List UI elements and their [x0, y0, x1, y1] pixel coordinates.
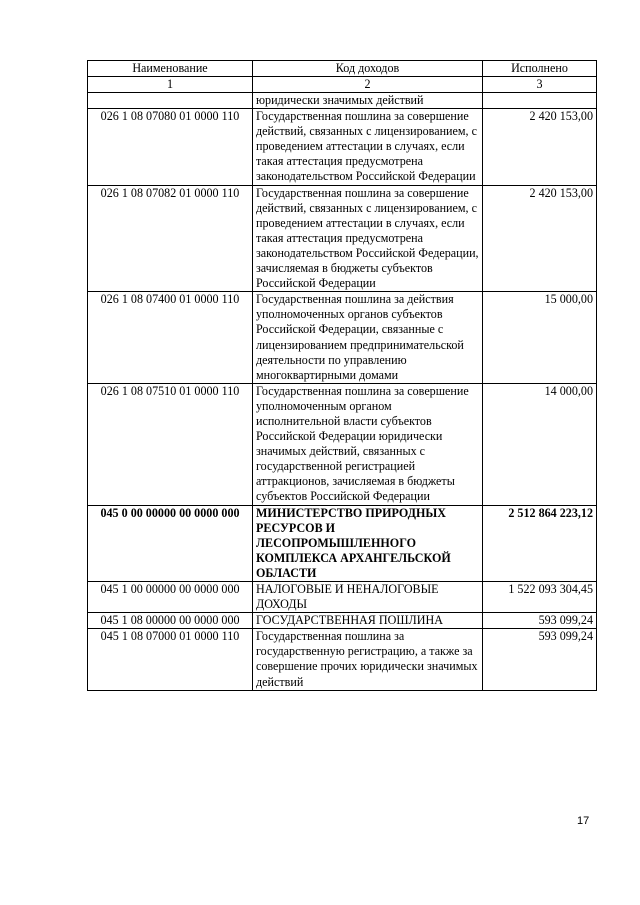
row-code-cell: 026 1 08 07510 01 0000 110 [88, 383, 253, 505]
row-amount-cell: 2 512 864 223,12 [483, 505, 597, 581]
revenue-table [87, 60, 597, 691]
row-amount-cell [483, 93, 597, 109]
row-name-cell: Государственная пошлина за совершение действий, связанных с лицензированием, с проведением аттестации в случаях, если такая аттестация предусмотрена законодательством Российской Федерации, зачисляемая в бюджеты субъектов Российской Федерации [253, 185, 483, 292]
column-number-2: 2 [253, 77, 483, 93]
row-name-cell: юридически значимых действий [253, 93, 483, 109]
table-row [88, 629, 597, 690]
row-code-cell: 026 1 08 07400 01 0000 110 [88, 292, 253, 384]
table-row [88, 613, 597, 629]
table-row [88, 292, 597, 384]
row-amount-cell: 15 000,00 [483, 292, 597, 384]
table-row [88, 505, 597, 581]
row-amount-cell: 1 522 093 304,45 [483, 582, 597, 613]
row-amount-cell: 2 420 153,00 [483, 109, 597, 185]
table-row [88, 109, 597, 185]
row-name-cell: ГОСУДАРСТВЕННАЯ ПОШЛИНА [253, 613, 483, 629]
row-name-cell: Государственная пошлина за совершение уполномоченным органом исполнительной власти субъектов Российской Федерации юридически значимых действий, связанных с государственной регистрацией аттракционов, зачисляемая в бюджеты субъектов Российской Федерации [253, 383, 483, 505]
column-number-row [88, 77, 597, 93]
column-header-name: Наименование [88, 61, 253, 77]
row-name-cell: Государственная пошлина за государственную регистрацию, а также за совершение прочих юридически значимых действий [253, 629, 483, 690]
table-header-row [88, 61, 597, 77]
row-code-cell: 026 1 08 07080 01 0000 110 [88, 109, 253, 185]
row-amount-cell: 14 000,00 [483, 383, 597, 505]
row-code-cell [88, 93, 253, 109]
row-name-cell: Государственная пошлина за действия уполномоченных органов субъектов Российской Федерации, связанные с лицензированием предпринимательской деятельности по управлению многоквартирными домами [253, 292, 483, 384]
row-amount-cell: 2 420 153,00 [483, 185, 597, 292]
row-name-cell: МИНИСТЕРСТВО ПРИРОДНЫХ РЕСУРСОВ И ЛЕСОПРОМЫШЛЕННОГО КОМПЛЕКСА АРХАНГЕЛЬСКОЙ ОБЛАСТИ [253, 505, 483, 581]
row-code-cell: 045 1 08 00000 00 0000 000 [88, 613, 253, 629]
row-code-cell: 045 1 00 00000 00 0000 000 [88, 582, 253, 613]
column-number-3: 3 [483, 77, 597, 93]
column-header-executed: Исполнено [483, 61, 597, 77]
table-row [88, 383, 597, 505]
column-header-code: Код доходов [253, 61, 483, 77]
row-amount-cell: 593 099,24 [483, 613, 597, 629]
table-row [88, 185, 597, 292]
row-name-cell: НАЛОГОВЫЕ И НЕНАЛОГОВЫЕ ДОХОДЫ [253, 582, 483, 613]
row-code-cell: 045 0 00 00000 00 0000 000 [88, 505, 253, 581]
row-amount-cell: 593 099,24 [483, 629, 597, 690]
row-code-cell: 026 1 08 07082 01 0000 110 [88, 185, 253, 292]
column-number-1: 1 [88, 77, 253, 93]
page-number: 17 [577, 815, 590, 827]
table-row [88, 93, 597, 109]
table-row [88, 582, 597, 613]
row-code-cell: 045 1 08 07000 01 0000 110 [88, 629, 253, 690]
row-name-cell: Государственная пошлина за совершение действий, связанных с лицензированием, с проведением аттестации в случаях, если такая аттестация предусмотрена законодательством Российской Федерации [253, 109, 483, 185]
